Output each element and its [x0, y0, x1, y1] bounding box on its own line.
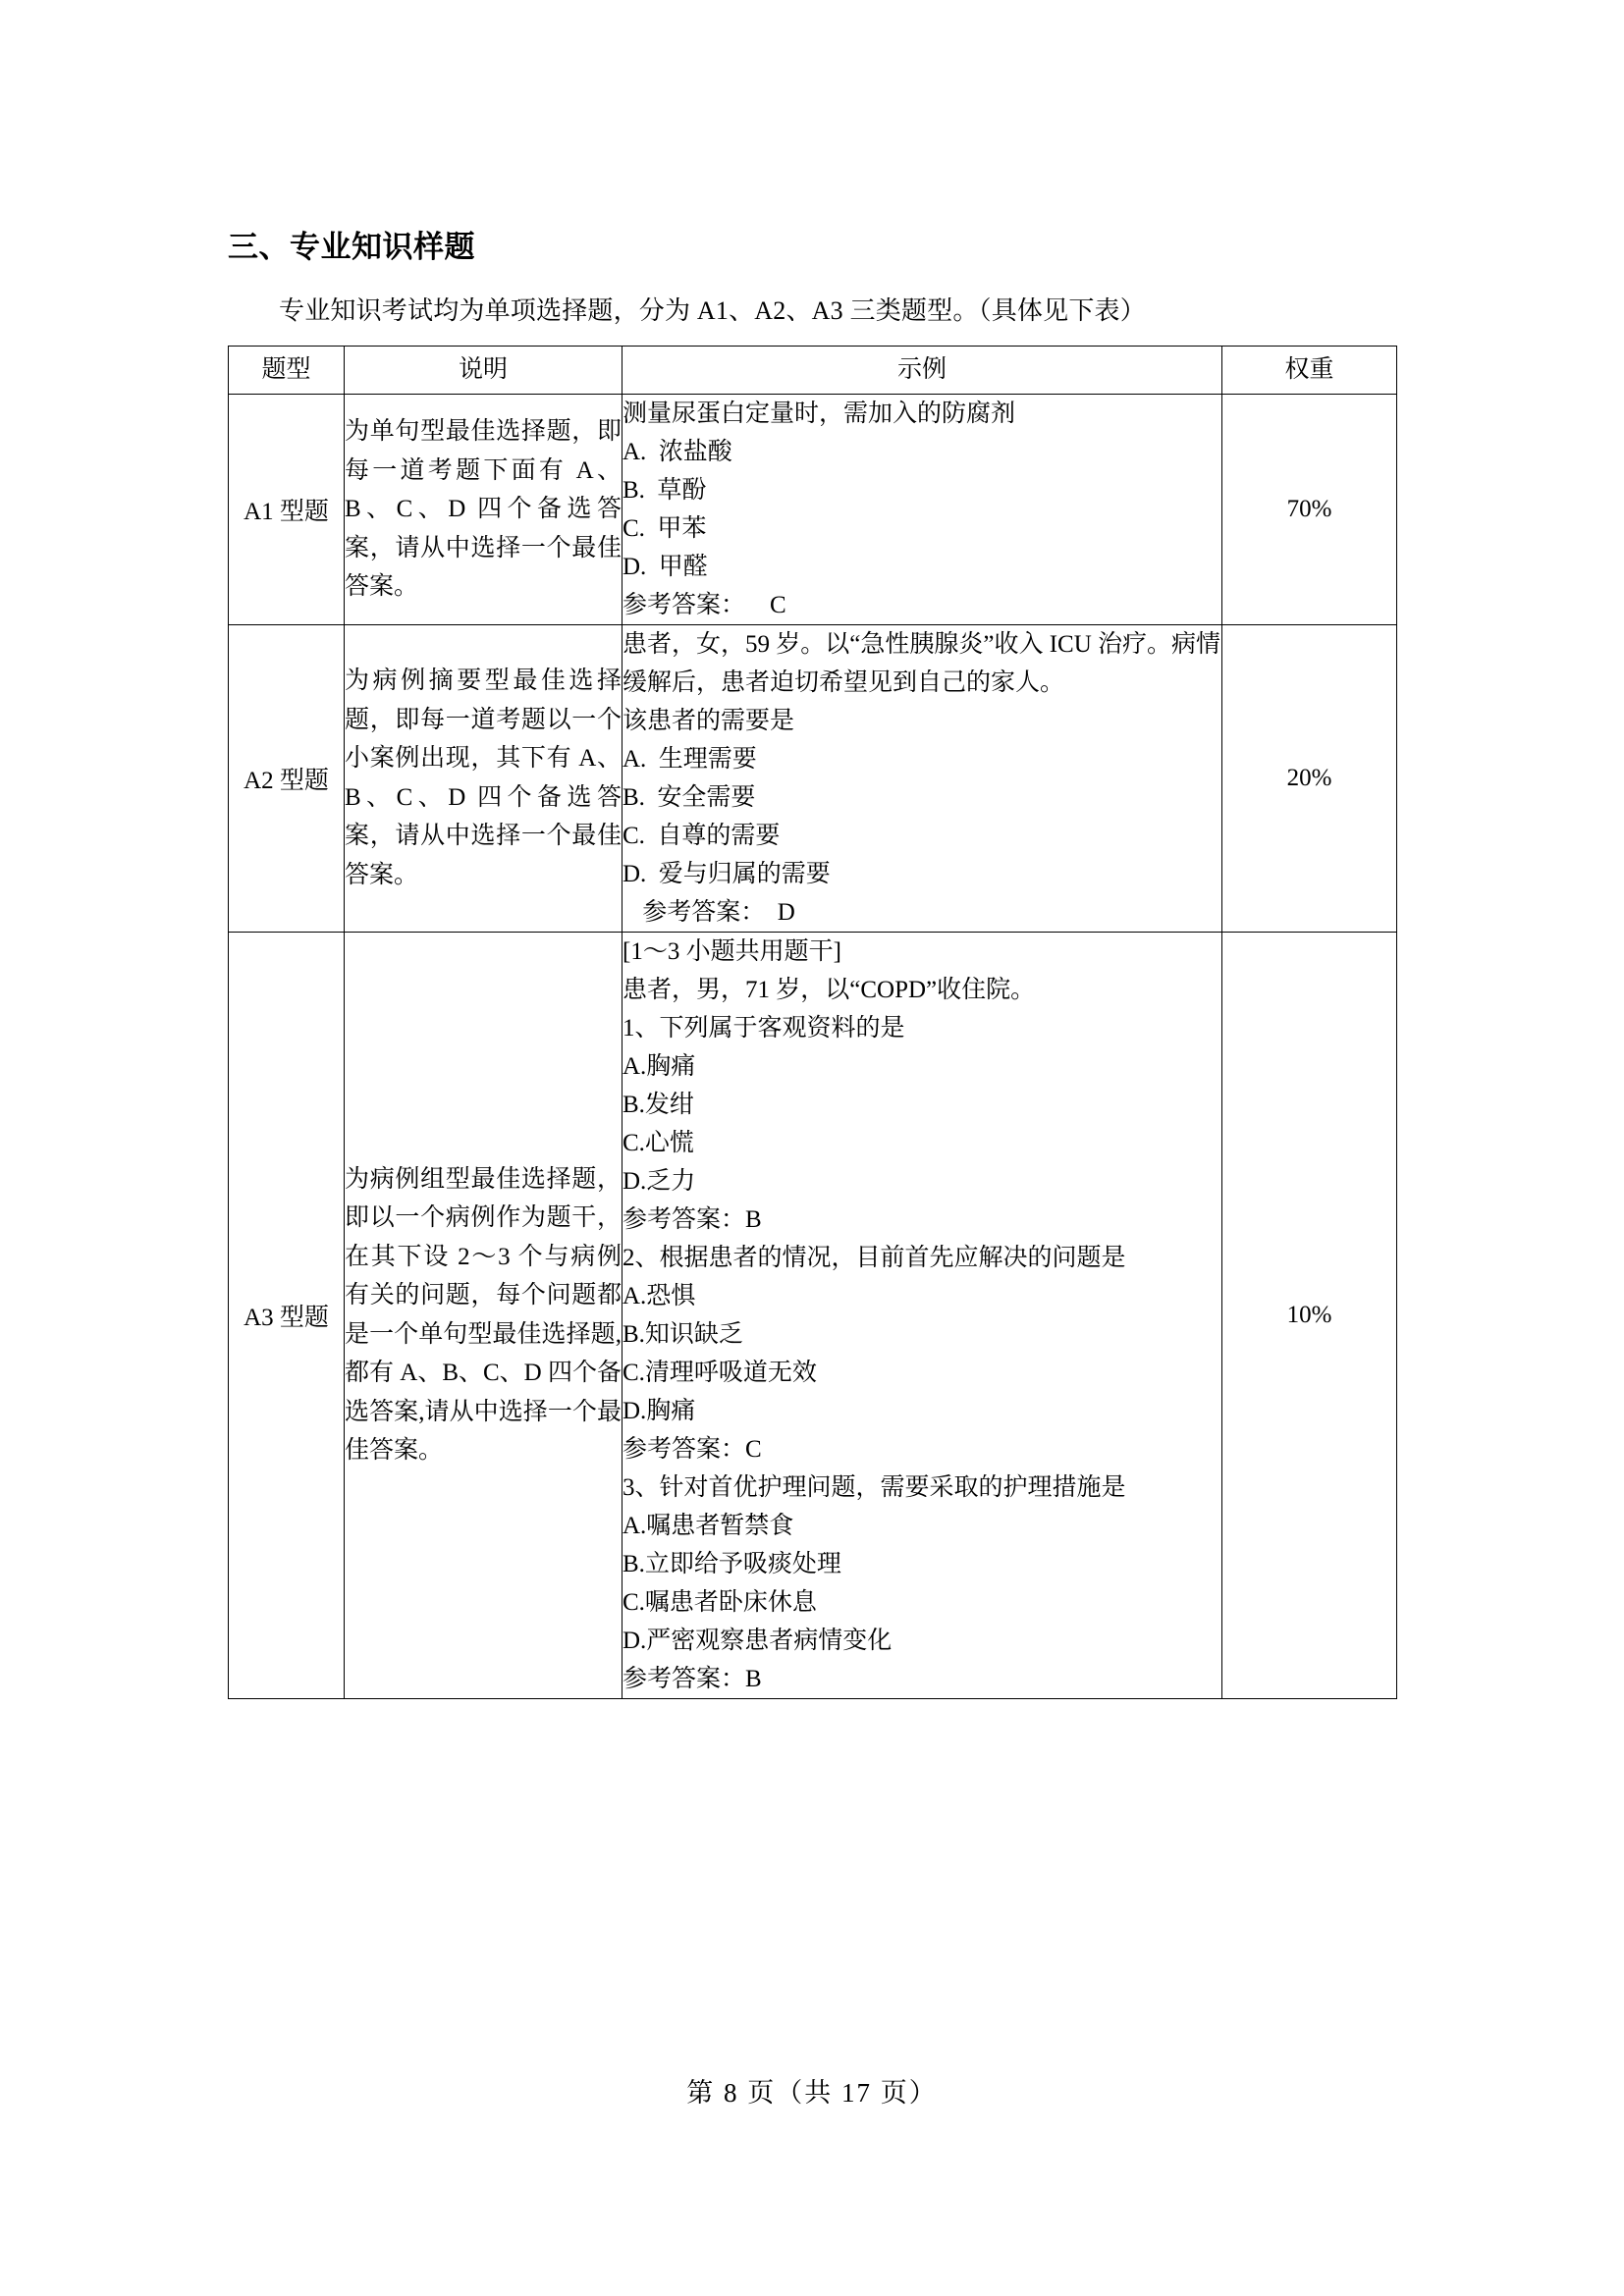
example-line: C.清理呼吸道无效 [623, 1359, 817, 1386]
example-line: 患者，男，71 岁，以“COPD”收住院。 [623, 976, 1036, 1003]
question-type-label: A3 型题 [229, 932, 345, 1698]
example-line: A. 生理需要 [623, 745, 757, 773]
example-line: 该患者的需要是 [623, 707, 795, 734]
example-line: [1～3 小题共用题干] [623, 937, 841, 965]
page-footer: 第 8 页（共 17 页） [686, 2078, 938, 2108]
example-line: D.严密观察患者病情变化 [623, 1627, 893, 1654]
example-line: C.心慌 [623, 1129, 694, 1156]
example-line: C. 甲苯 [623, 514, 707, 542]
question-types-table [228, 346, 1397, 1699]
column-header-weight: 权重 [1222, 346, 1397, 394]
example-line: B.知识缺乏 [623, 1320, 743, 1348]
example-line: 3、针对首优护理问题，需要采取的护理措施是 [623, 1473, 1126, 1501]
question-type-weight: 10% [1222, 932, 1397, 1698]
question-type-example [623, 394, 1222, 624]
question-type-description: 为单句型最佳选择题，即每一道考题下面有 A、B、C、D 四个备选答案，请从中选择一个最佳答案。 [345, 394, 623, 624]
question-type-description: 为病例组型最佳选择题，即以一个病例作为题干，在其下设 2～3 个与病例有关的问题，每个问题都是一个单句型最佳选择题,都有 A、B、C、D 四个备选答案,请从中选择一个最佳答案。 [345, 932, 623, 1698]
example-line: A.恐惧 [623, 1282, 696, 1309]
question-type-weight: 70% [1222, 394, 1397, 624]
question-type-example [623, 624, 1222, 932]
example-line: D.乏力 [623, 1167, 696, 1195]
example-answer-line: 参考答案：B [623, 1665, 762, 1692]
example-line: D. 甲醛 [623, 553, 708, 580]
table-row [229, 932, 1397, 1698]
example-line: 1、下列属于客观资料的是 [623, 1014, 905, 1041]
question-type-example [623, 932, 1222, 1698]
example-line: C. 自尊的需要 [623, 822, 781, 849]
example-line: A. 浓盐酸 [623, 438, 732, 465]
column-header-description: 说明 [345, 346, 623, 394]
example-line: D. 爱与归属的需要 [623, 860, 831, 887]
example-answer-line: 参考答案：C [623, 1435, 762, 1463]
question-type-description: 为病例摘要型最佳选择题，即每一道考题以一个小案例出现，其下有 A、B、C、D 四个备选答案，请从中选择一个最佳答案。 [345, 624, 623, 932]
intro-paragraph: 专业知识考试均为单项选择题，分为 A1、A2、A3 三类题型。（具体见下表） [279, 296, 1146, 326]
example-line: B.发绀 [623, 1091, 694, 1118]
example-line: D.胸痛 [623, 1397, 696, 1424]
table-row [229, 624, 1397, 932]
question-type-label: A1 型题 [229, 394, 345, 624]
example-answer-line: 参考答案：B [623, 1205, 762, 1233]
example-line: 2、根据患者的情况，目前首先应解决的问题是 [623, 1244, 1126, 1271]
example-answer-line: 参考答案： C [623, 591, 786, 618]
column-header-type: 题型 [229, 346, 345, 394]
question-type-weight: 20% [1222, 624, 1397, 932]
page-content [228, 228, 1396, 1699]
example-line: B. 草酚 [623, 476, 707, 504]
example-line: B.立即给予吸痰处理 [623, 1550, 841, 1577]
table-body [229, 394, 1397, 1698]
question-type-label: A2 型题 [229, 624, 345, 932]
example-line: 测量尿蛋白定量时，需加入的防腐剂 [623, 400, 1016, 427]
example-line: 患者，女，59 岁。以“急性胰腺炎”收入 ICU 治疗。病情缓解后，患者迫切希望见到自己的家人。 [623, 630, 1220, 696]
example-line: B. 安全需要 [623, 783, 756, 811]
example-line: A.胸痛 [623, 1052, 696, 1080]
example-answer-line: 参考答案： D [636, 898, 795, 926]
example-line: C.嘱患者卧床休息 [623, 1588, 817, 1616]
table-header-row [229, 346, 1397, 394]
column-header-example: 示例 [623, 346, 1222, 394]
example-line: A.嘱患者暂禁食 [623, 1512, 794, 1539]
table-row [229, 394, 1397, 624]
page-title: 三、专业知识样题 [228, 230, 475, 264]
